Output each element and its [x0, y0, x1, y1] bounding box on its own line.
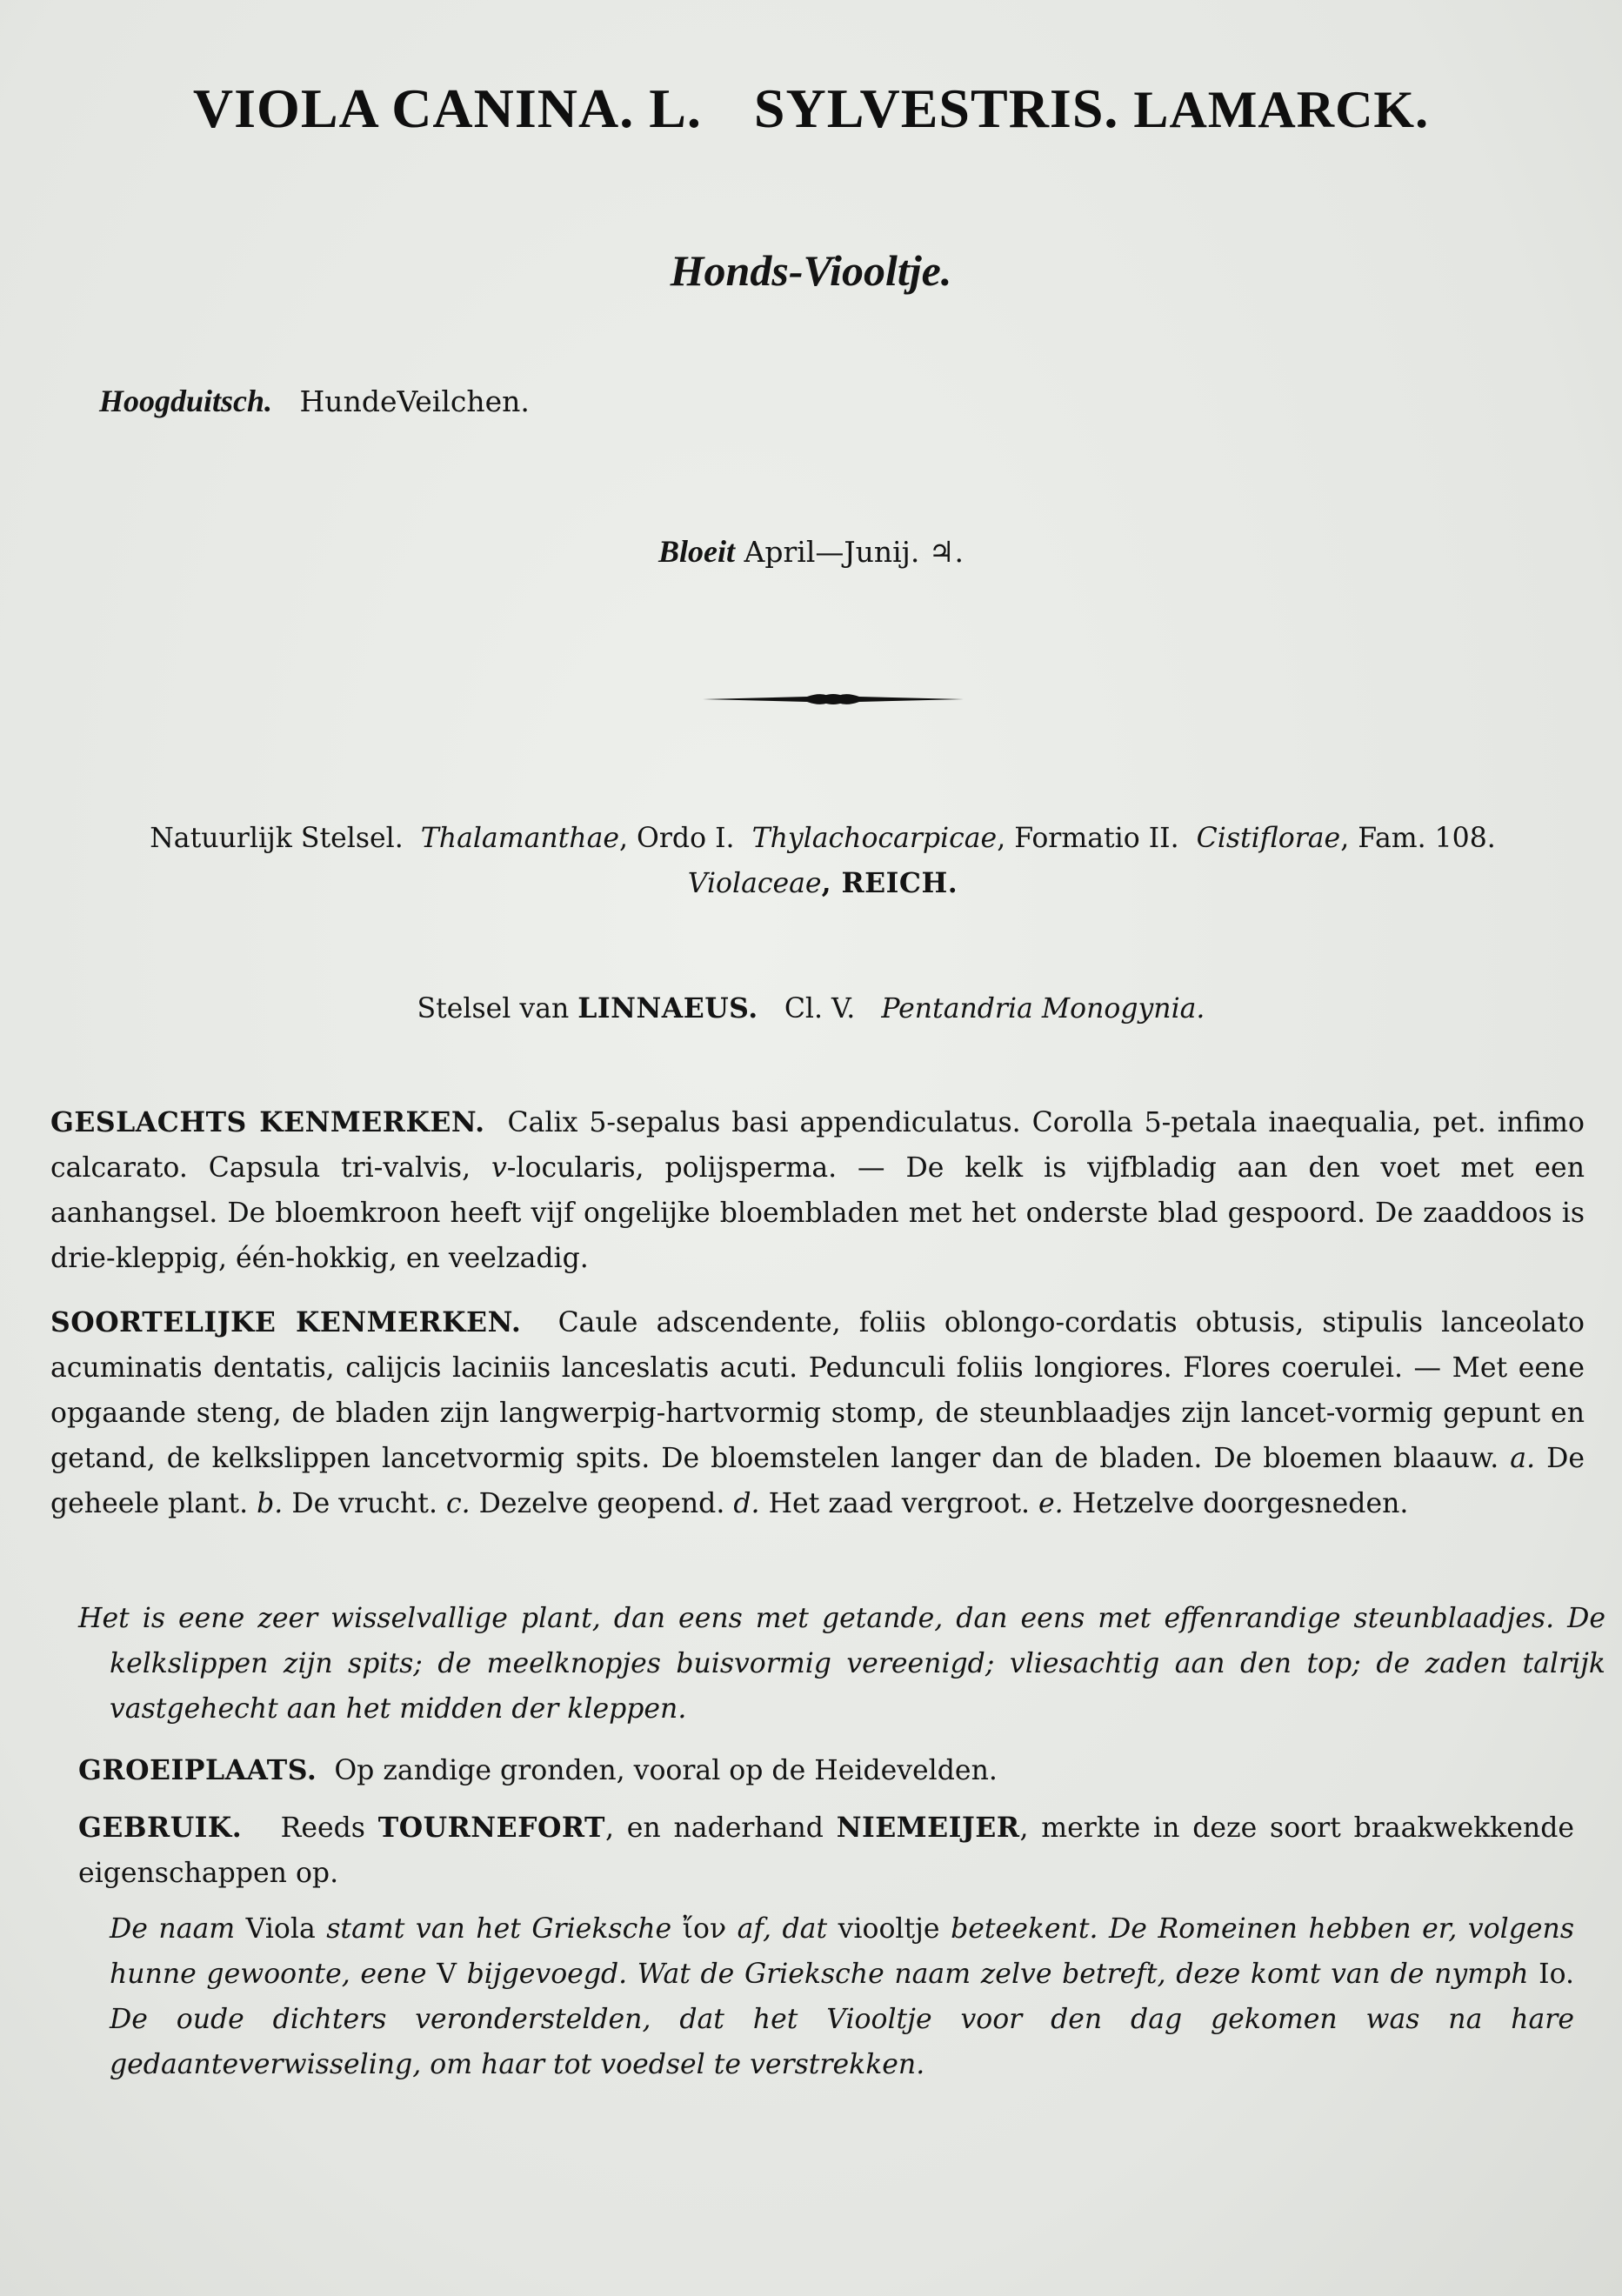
genus-latin: Calix 5-sepalus basi appendiculatus. Corolla 5-petala inaequalia, pet. infimo calcarato. Capsula tri-valvis, [50, 1107, 1585, 1184]
common-name: Honds-Viooltje. [670, 246, 952, 295]
species-text: Caule adscendente, foliis oblongo-cordatis obtusis, stipulis lanceolato acuminatis dentatis, calijcis laciniis lanceslatis acuti. Pedunculi foliis longiores. Flores coerulei. — Met eene opgaande steng, de bladen zijn langwerpig-hartvormig stomp, de steunblaadjes zijn lancet-vormig gepunt en getand, de kelkslippen lancetvormig spits. De bloemstelen langer dan de bladen. De bloemen blaauw. [50, 1307, 1585, 1474]
figure-b-label: b. [257, 1488, 284, 1519]
remark-paragraph: Het is eene zeer wisselvallige plant, dan eens met getande, dan eens met effenrandige steunblaadjes. De kelkslippen zijn spits; de meelknopjes buisvormig vereenigd; vliesachtig aan den top; de zaden talrijk vastgehecht aan het midden der kleppen. [78, 1603, 1605, 1725]
flowering-line [0, 533, 1622, 570]
figure-b-text: De vrucht. [291, 1488, 437, 1519]
species-characters-paragraph [50, 1300, 1585, 1526]
class-name: Thalamanthae [420, 823, 620, 854]
ordo-text: , Ordo I. [619, 823, 735, 854]
linnaeus-line [0, 986, 1622, 1031]
genus-heading: GESLACHTS KENMERKEN. [50, 1106, 485, 1138]
family-line [61, 861, 1585, 906]
figure-e-text: Hetzelve doorgesneden. [1071, 1488, 1409, 1519]
use-heading: GEBRUIK. [78, 1812, 243, 1844]
etymology-text-6: De oude dichters veronderstelden, dat het Viooltje voor den dag gekomen was na hare gedaanteverwisseling, om haar tot voedsel te verstrekken. [110, 2004, 1574, 2080]
etymology-text-1: De naam [110, 1913, 236, 1945]
title-author: LAMARCK. [1133, 81, 1430, 138]
etymology-viooltje: viooltje [838, 1913, 940, 1945]
habitat-heading: GROEIPLAATS. [78, 1754, 317, 1786]
flowering-label: Bloeit [658, 534, 736, 569]
linnaeus-name: LINNAEUS. [577, 992, 758, 1025]
etymology-text-3: af, dat [737, 1913, 828, 1945]
ornament-divider [703, 687, 964, 711]
linnaeus-label: Stelsel van [417, 993, 570, 1025]
family-author: , REICH. [821, 867, 958, 899]
etymology-viola: Viola [245, 1913, 316, 1945]
figure-d-label: d. [733, 1488, 760, 1519]
genus-text: -locularis, polijsperma. — De kelk is vijfbladig aan den voet met een aanhangsel. De bloemkroon heeft vijf ongelijke bloembladen met het onderste blad gespoord. De zaaddoos is drie-kleppig, één-hokkig, en veelzadig. [50, 1152, 1585, 1274]
figure-c-label: c. [445, 1488, 471, 1519]
figure-e-label: e. [1038, 1488, 1064, 1519]
etymology-text-4: beteekent. De Romeinen hebben er, volgens hunne gewoonte, eene [110, 1913, 1575, 1990]
formatio-name: Cistiflorae [1196, 823, 1341, 854]
use-name-tournefort: TOURNEFORT [377, 1812, 605, 1844]
use-name-niemeijer: NIEMEIJER [836, 1812, 1020, 1844]
natural-system-label: Natuurlijk Stelsel. [150, 823, 404, 854]
variety-name: SYLVESTRIS. [753, 77, 1119, 139]
german-name-label: Hoogduitsch. [99, 384, 273, 418]
etymology-greek: ἴον [682, 1913, 727, 1945]
use-paragraph [78, 1805, 1574, 1896]
etymology-text-2: stamt van het Grieksche [326, 1913, 672, 1945]
etymology-v: V [437, 1959, 457, 1990]
etymology-io: Io. [1539, 1959, 1574, 1990]
etymology-paragraph [110, 1906, 1574, 2087]
linnaeus-order: Pentandria Monogynia. [881, 993, 1205, 1025]
habitat-text: Op zandige gronden, vooral op de Heidevelden. [334, 1755, 998, 1786]
formatio-text: , Formatio II. [997, 823, 1179, 854]
natural-system-paragraph [61, 816, 1585, 906]
etymology-text-5: bijgevoegd. Wat de Grieksche naam zelve betreft, deze komt van de nymph [466, 1959, 1529, 1990]
ordo-name: Thylachocarpicae [751, 823, 998, 854]
habitat-paragraph [78, 1748, 1574, 1793]
figure-c-text: Dezelve geopend. [478, 1488, 725, 1519]
species-heading: SOORTELIJKE KENMERKEN. [50, 1306, 522, 1338]
genus-latin-v: v [491, 1152, 507, 1184]
genus-characters-paragraph [50, 1100, 1585, 1281]
family-name: Violaceae [687, 868, 822, 899]
use-pre: Reeds [280, 1812, 365, 1844]
flowering-value: April—Junij. [744, 535, 920, 569]
page-title [0, 77, 1622, 141]
german-name-value: HundeVeilchen. [299, 384, 530, 418]
german-name-line [99, 383, 530, 419]
use-post: , merkte in deze soort braakwekkende eigenschappen op. [78, 1812, 1575, 1889]
perennial-symbol: ♃. [928, 535, 964, 569]
species-name: VIOLA CANINA. L. [192, 77, 702, 139]
linnaeus-class: Cl. V. [784, 993, 856, 1025]
figure-a-label: a. [1510, 1443, 1536, 1474]
use-mid: , en naderhand [604, 1812, 824, 1844]
family-number: , Fam. 108. [1340, 823, 1496, 854]
figure-d-text: Het zaad vergroot. [768, 1488, 1031, 1519]
figure-a-text: De geheele plant. [50, 1443, 1585, 1519]
